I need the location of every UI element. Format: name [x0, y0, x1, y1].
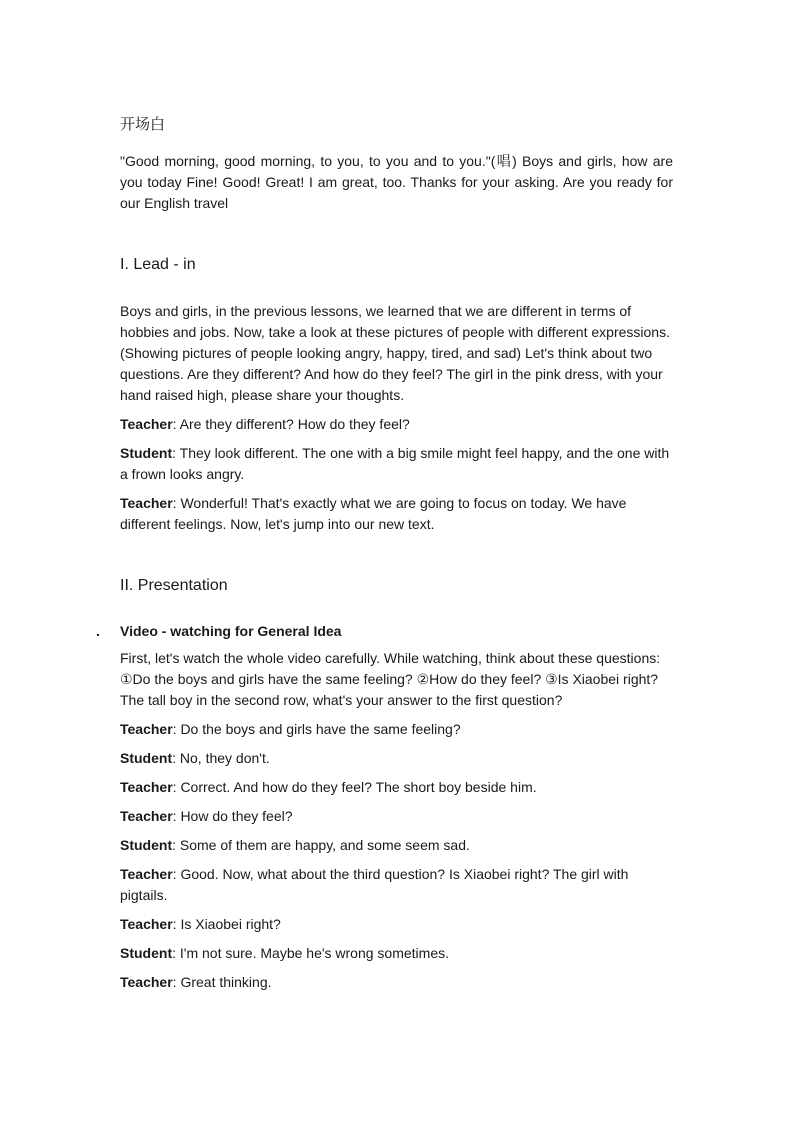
dialogue-line [120, 719, 673, 740]
dialogue-line [120, 806, 673, 827]
speaker-label: Teacher [120, 495, 173, 511]
opening-title: 开场白 [120, 116, 166, 133]
dialogue-text: : How do they feel? [172, 808, 293, 824]
dialogue-line [120, 443, 673, 485]
speaker-label: Student [120, 445, 173, 461]
dialogue-text: : Good. Now, what about the third question? Is Xiaobei right? The girl with pigtails. [120, 866, 629, 903]
dialogue-line [120, 748, 673, 769]
speaker-label: Teacher [120, 416, 173, 432]
video-subheading [96, 621, 673, 642]
dialogue-text: : No, they don't. [172, 750, 270, 766]
dialogue-text: : Great thinking. [172, 974, 272, 990]
opening-text: "Good morning, good morning, to you, to you and to you."(唱) Boys and girls, how are you today Fine! Good! Great! I am great, too. Thanks for your asking. Are you ready for our English travel [120, 153, 673, 211]
speaker-label: Teacher [120, 974, 173, 990]
dialogue-line [120, 414, 673, 435]
presentation-heading: II. Presentation [120, 577, 228, 594]
speaker-label: Teacher [120, 779, 173, 795]
speaker-label: Teacher [120, 916, 173, 932]
dialogue-text: : Correct. And how do they feel? The short boy beside him. [172, 779, 537, 795]
dialogue-line [120, 943, 673, 964]
speaker-label: Teacher [120, 721, 173, 737]
dialogue-line [120, 777, 673, 798]
speaker-label: Student [120, 837, 173, 853]
dialogue-line [120, 914, 673, 935]
dialogue-text: : Wonderful! That's exactly what we are going to focus on today. We have different feelings. Now, let's jump into our new text. [120, 495, 627, 532]
subheading-text: Video - watching for General Idea [120, 623, 342, 639]
document-content [96, 114, 673, 1001]
dialogue-text: : Is Xiaobei right? [172, 916, 281, 932]
dialogue-text: : I'm not sure. Maybe he's wrong sometimes. [172, 945, 450, 961]
lead-in-heading: I. Lead - in [120, 256, 196, 273]
dialogue-text: : Some of them are happy, and some seem sad. [172, 837, 470, 853]
presentation-intro: First, let's watch the whole video carefully. While watching, think about these questions: ①Do the boys and girls have the same feeling? ②How do they feel? ③Is Xiaobei right? The tall boy in the second row, what's your answer to the first question? [120, 650, 661, 708]
speaker-label: Student [120, 945, 173, 961]
dialogue-text: : Are they different? How do they feel? [172, 416, 410, 432]
speaker-label: Student [120, 750, 173, 766]
dialogue-line [120, 864, 673, 906]
bullet-marker: . [96, 623, 100, 639]
dialogue-text: : They look different. The one with a big smile might feel happy, and the one with a frown looks angry. [120, 445, 670, 482]
lead-in-intro: Boys and girls, in the previous lessons, we learned that we are different in terms of hobbies and jobs. Now, take a look at these pictures of people with different expressions. (Showing pictures of people looking angry, happy, tired, and sad) Let's think about two questions. Are they different? And how do they feel? The girl in the pink dress, with your hand raised high, please share your thoughts. [120, 303, 670, 403]
dialogue-line [120, 835, 673, 856]
dialogue-line [120, 493, 673, 535]
dialogue-line [120, 972, 673, 993]
speaker-label: Teacher [120, 866, 173, 882]
speaker-label: Teacher [120, 808, 173, 824]
dialogue-text: : Do the boys and girls have the same feeling? [172, 721, 461, 737]
